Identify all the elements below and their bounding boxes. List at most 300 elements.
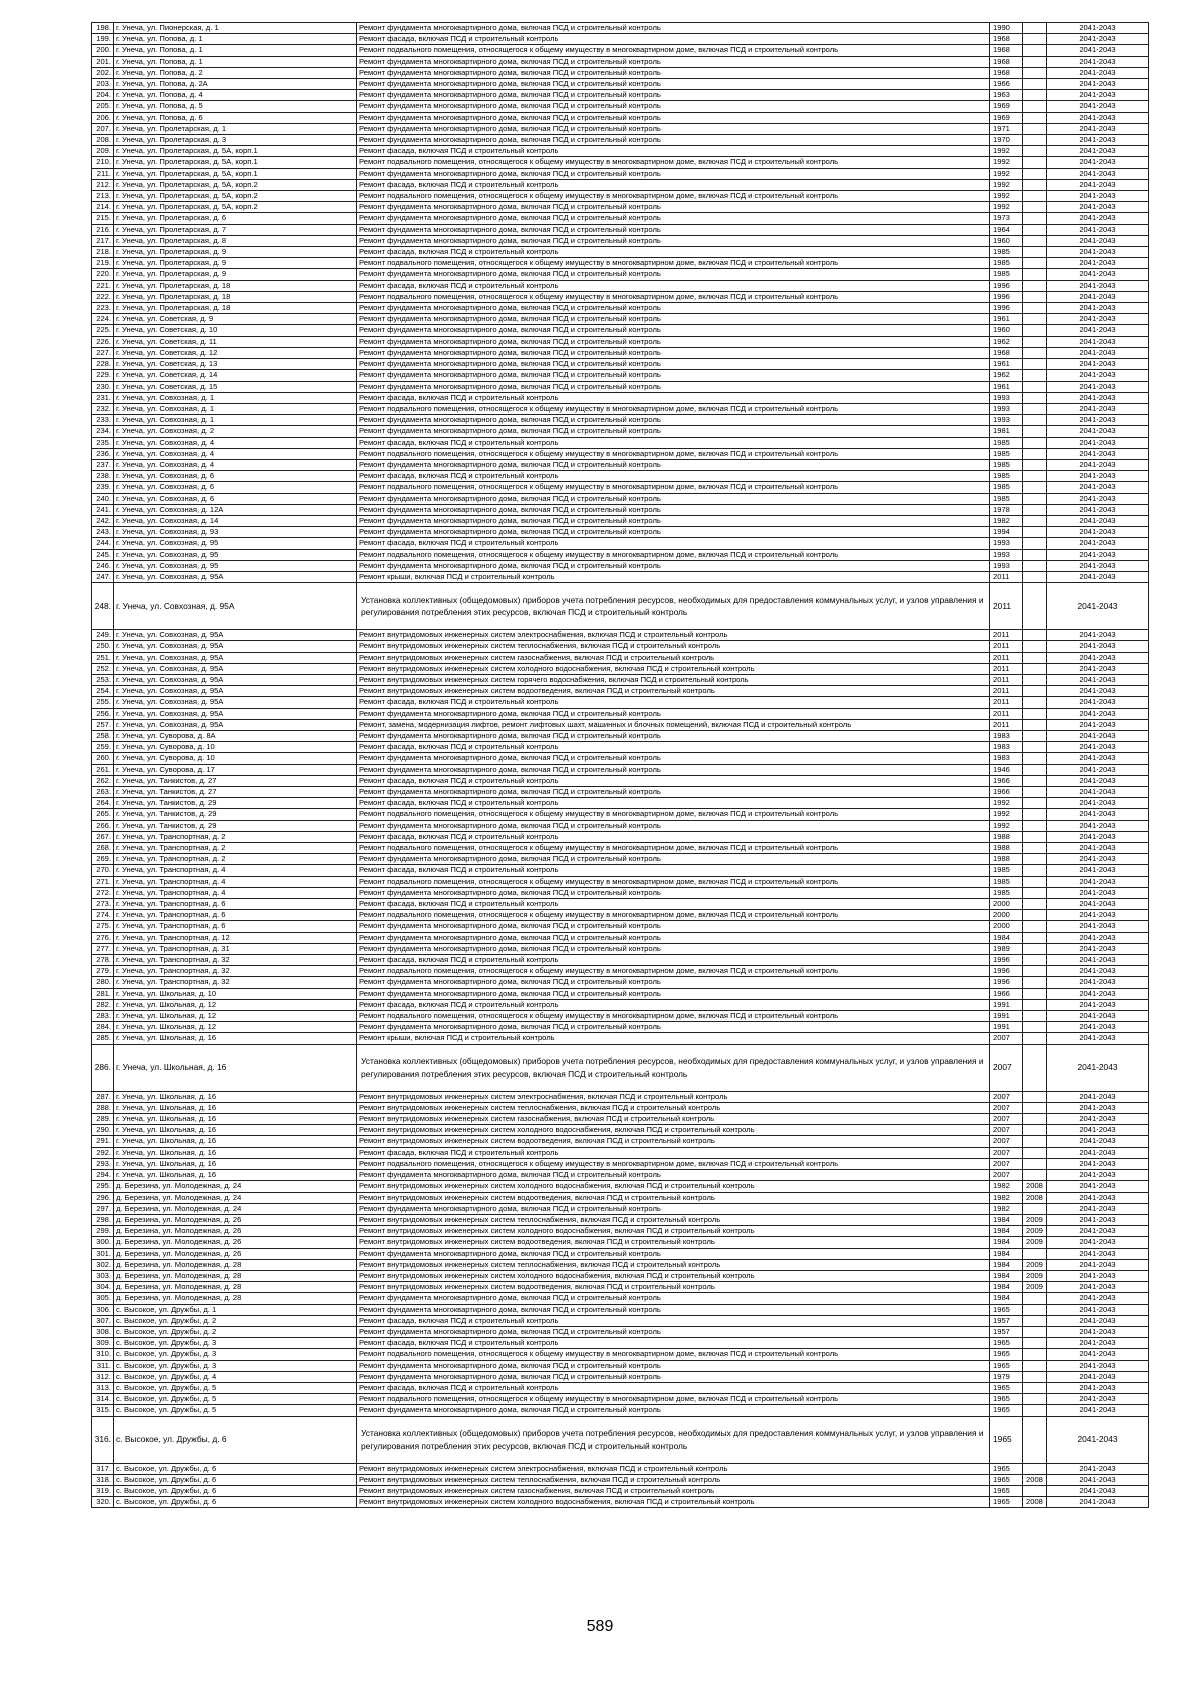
year-built-cell: 1996 bbox=[990, 977, 1023, 988]
year-built-cell: 1960 bbox=[990, 235, 1023, 246]
work-type-cell: Ремонт фундамента многоквартирного дома, включая ПСД и строительный контроль bbox=[357, 1170, 990, 1181]
year-built-cell: 1984 bbox=[990, 1270, 1023, 1281]
work-type-cell: Ремонт фундамента многоквартирного дома, включая ПСД и строительный контроль bbox=[357, 764, 990, 775]
last-repair-year-cell bbox=[1023, 742, 1047, 753]
year-built-cell: 1965 bbox=[990, 1474, 1023, 1485]
year-built-cell: 1985 bbox=[990, 459, 1023, 470]
row-number: 230. bbox=[92, 381, 114, 392]
last-repair-year-cell bbox=[1023, 1485, 1047, 1496]
work-type-cell: Ремонт фундамента многоквартирного дома, включая ПСД и строительный контроль bbox=[357, 269, 990, 280]
last-repair-year-cell bbox=[1023, 854, 1047, 865]
table-row bbox=[92, 314, 1149, 325]
year-built-cell: 1992 bbox=[990, 146, 1023, 157]
table-row bbox=[92, 887, 1149, 898]
year-built-cell: 1993 bbox=[990, 392, 1023, 403]
row-number: 246. bbox=[92, 560, 114, 571]
last-repair-year-cell bbox=[1023, 314, 1047, 325]
table-row bbox=[92, 370, 1149, 381]
row-number: 252. bbox=[92, 663, 114, 674]
year-built-cell: 1985 bbox=[990, 258, 1023, 269]
work-type-cell: Ремонт фасада, включая ПСД и строительный контроль bbox=[357, 1315, 990, 1326]
work-type-cell: Ремонт внутридомовых инженерных систем водоотведения, включая ПСД и строительный контроль bbox=[357, 1192, 990, 1203]
planned-period-cell: 2041-2043 bbox=[1047, 1091, 1149, 1102]
year-built-cell: 1991 bbox=[990, 999, 1023, 1010]
row-number: 237. bbox=[92, 459, 114, 470]
table-row bbox=[92, 459, 1149, 470]
address-cell: г. Унеча, ул. Совхозная, д. 93 bbox=[114, 527, 357, 538]
year-built-cell: 1965 bbox=[990, 1463, 1023, 1474]
last-repair-year-cell bbox=[1023, 932, 1047, 943]
planned-period-cell: 2041-2043 bbox=[1047, 719, 1149, 730]
planned-period-cell: 2041-2043 bbox=[1047, 798, 1149, 809]
last-repair-year-cell bbox=[1023, 966, 1047, 977]
table-row bbox=[92, 1349, 1149, 1360]
work-type-cell: Ремонт внутридомовых инженерных систем газоснабжения, включая ПСД и строительный контроль bbox=[357, 1485, 990, 1496]
planned-period-cell: 2041-2043 bbox=[1047, 381, 1149, 392]
planned-period-cell: 2041-2043 bbox=[1047, 1270, 1149, 1281]
table-row bbox=[92, 515, 1149, 526]
planned-period-cell: 2041-2043 bbox=[1047, 135, 1149, 146]
row-number: 275. bbox=[92, 921, 114, 932]
address-cell: г. Унеча, ул. Совхозная, д. 95 bbox=[114, 549, 357, 560]
table-row bbox=[92, 247, 1149, 258]
address-cell: г. Унеча, ул. Совхозная, д. 1 bbox=[114, 415, 357, 426]
address-cell: г. Унеча, ул. Совхозная, д. 1 bbox=[114, 403, 357, 414]
year-built-cell: 1985 bbox=[990, 448, 1023, 459]
planned-period-cell: 2041-2043 bbox=[1047, 663, 1149, 674]
address-cell: г. Унеча, ул. Попова, д. 5 bbox=[114, 101, 357, 112]
planned-period-cell: 2041-2043 bbox=[1047, 1349, 1149, 1360]
row-number: 288. bbox=[92, 1102, 114, 1113]
table-row bbox=[92, 1382, 1149, 1393]
table-row bbox=[92, 79, 1149, 90]
address-cell: г. Унеча, ул. Транспортная, д. 4 bbox=[114, 865, 357, 876]
year-built-cell: 1993 bbox=[990, 538, 1023, 549]
last-repair-year-cell bbox=[1023, 1360, 1047, 1371]
last-repair-year-cell bbox=[1023, 1125, 1047, 1136]
address-cell: г. Унеча, ул. Школьная, д. 16 bbox=[114, 1170, 357, 1181]
planned-period-cell: 2041-2043 bbox=[1047, 571, 1149, 582]
year-built-cell: 2000 bbox=[990, 910, 1023, 921]
table-row bbox=[92, 34, 1149, 45]
row-number: 304. bbox=[92, 1282, 114, 1293]
address-cell: г. Унеча, ул. Транспортная, д. 32 bbox=[114, 977, 357, 988]
work-type-cell: Ремонт внутридомовых инженерных систем теплоснабжения, включая ПСД и строительный контроль bbox=[357, 1259, 990, 1270]
address-cell: г. Унеча, ул. Совхозная, д. 6 bbox=[114, 471, 357, 482]
row-number: 212. bbox=[92, 179, 114, 190]
row-number: 210. bbox=[92, 157, 114, 168]
year-built-cell: 1964 bbox=[990, 224, 1023, 235]
work-type-cell: Ремонт подвального помещения, относящегося к общему имуществу в многоквартирном доме, включая ПСД и строительный контроль bbox=[357, 549, 990, 560]
year-built-cell: 1969 bbox=[990, 112, 1023, 123]
table-row bbox=[92, 1214, 1149, 1225]
table-row bbox=[92, 213, 1149, 224]
row-number: 244. bbox=[92, 538, 114, 549]
table-row bbox=[92, 742, 1149, 753]
row-number: 306. bbox=[92, 1304, 114, 1315]
address-cell: г. Унеча, ул. Школьная, д. 16 bbox=[114, 1102, 357, 1113]
table-row bbox=[92, 663, 1149, 674]
year-built-cell: 1992 bbox=[990, 168, 1023, 179]
address-cell: с. Высокое, ул. Дружбы, д. 3 bbox=[114, 1360, 357, 1371]
address-cell: г. Унеча, ул. Совхозная, д. 95А bbox=[114, 641, 357, 652]
address-cell: г. Унеча, ул. Транспортная, д. 32 bbox=[114, 966, 357, 977]
year-built-cell: 1982 bbox=[990, 1192, 1023, 1203]
planned-period-cell: 2041-2043 bbox=[1047, 1147, 1149, 1158]
row-number: 232. bbox=[92, 403, 114, 414]
table-row bbox=[92, 359, 1149, 370]
planned-period-cell: 2041-2043 bbox=[1047, 1136, 1149, 1147]
page-number: 589 bbox=[586, 1618, 614, 1635]
planned-period-cell: 2041-2043 bbox=[1047, 1158, 1149, 1169]
last-repair-year-cell bbox=[1023, 67, 1047, 78]
work-type-cell: Ремонт фундамента многоквартирного дома, включая ПСД и строительный контроль bbox=[357, 381, 990, 392]
table-row bbox=[92, 1293, 1149, 1304]
table-row bbox=[92, 415, 1149, 426]
last-repair-year-cell bbox=[1023, 887, 1047, 898]
year-built-cell: 1973 bbox=[990, 213, 1023, 224]
row-number: 213. bbox=[92, 191, 114, 202]
address-cell: г. Унеча, ул. Попова, д. 1 bbox=[114, 56, 357, 67]
row-number: 265. bbox=[92, 809, 114, 820]
work-type-cell: Ремонт внутридомовых инженерных систем горячего водоснабжения, включая ПСД и строительный контроль bbox=[357, 674, 990, 685]
table-row bbox=[92, 820, 1149, 831]
row-number: 315. bbox=[92, 1405, 114, 1416]
last-repair-year-cell: 2009 bbox=[1023, 1282, 1047, 1293]
address-cell: г. Унеча, ул. Пионерская, д. 1 bbox=[114, 23, 357, 34]
address-cell: г. Унеча, ул. Советская, д. 10 bbox=[114, 325, 357, 336]
work-type-cell: Ремонт фундамента многоквартирного дома, включая ПСД и строительный контроль bbox=[357, 213, 990, 224]
planned-period-cell: 2041-2043 bbox=[1047, 359, 1149, 370]
address-cell: г. Унеча, ул. Совхозная, д. 14 bbox=[114, 515, 357, 526]
planned-period-cell: 2041-2043 bbox=[1047, 999, 1149, 1010]
last-repair-year-cell bbox=[1023, 303, 1047, 314]
address-cell: г. Унеча, ул. Совхозная, д. 95А bbox=[114, 708, 357, 719]
table-row bbox=[92, 112, 1149, 123]
planned-period-cell: 2041-2043 bbox=[1047, 686, 1149, 697]
year-built-cell: 1984 bbox=[990, 1259, 1023, 1270]
row-number: 279. bbox=[92, 966, 114, 977]
address-cell: г. Унеча, ул. Транспортная, д. 2 bbox=[114, 854, 357, 865]
year-built-cell: 1981 bbox=[990, 426, 1023, 437]
year-built-cell: 1963 bbox=[990, 90, 1023, 101]
year-built-cell: 1992 bbox=[990, 798, 1023, 809]
work-type-cell: Ремонт подвального помещения, относящегося к общему имуществу в многоквартирном доме, включая ПСД и строительный контроль bbox=[357, 45, 990, 56]
table-row bbox=[92, 1394, 1149, 1405]
year-built-cell: 1985 bbox=[990, 247, 1023, 258]
planned-period-cell: 2041-2043 bbox=[1047, 1338, 1149, 1349]
row-number: 202. bbox=[92, 67, 114, 78]
work-type-cell: Ремонт фундамента многоквартирного дома, включая ПСД и строительный контроль bbox=[357, 943, 990, 954]
address-cell: с. Высокое, ул. Дружбы, д. 6 bbox=[114, 1474, 357, 1485]
year-built-cell: 2007 bbox=[990, 1033, 1023, 1044]
planned-period-cell: 2041-2043 bbox=[1047, 168, 1149, 179]
table-row bbox=[92, 1463, 1149, 1474]
planned-period-cell: 2041-2043 bbox=[1047, 652, 1149, 663]
row-number: 292. bbox=[92, 1147, 114, 1158]
address-cell: г. Унеча, ул. Танкистов, д. 29 bbox=[114, 798, 357, 809]
last-repair-year-cell: 2008 bbox=[1023, 1192, 1047, 1203]
year-built-cell: 1991 bbox=[990, 1022, 1023, 1033]
year-built-cell: 2007 bbox=[990, 1091, 1023, 1102]
table-row bbox=[92, 1158, 1149, 1169]
work-type-cell: Ремонт фасада, включая ПСД и строительный контроль bbox=[357, 831, 990, 842]
year-built-cell: 1962 bbox=[990, 370, 1023, 381]
row-number: 255. bbox=[92, 697, 114, 708]
planned-period-cell: 2041-2043 bbox=[1047, 392, 1149, 403]
row-number: 308. bbox=[92, 1326, 114, 1337]
year-built-cell: 1961 bbox=[990, 359, 1023, 370]
year-built-cell: 1993 bbox=[990, 403, 1023, 414]
table-row bbox=[92, 258, 1149, 269]
address-cell: г. Унеча, ул. Танкистов, д. 29 bbox=[114, 820, 357, 831]
row-number: 302. bbox=[92, 1259, 114, 1270]
planned-period-cell: 2041-2043 bbox=[1047, 1114, 1149, 1125]
last-repair-year-cell bbox=[1023, 1102, 1047, 1113]
year-built-cell: 1988 bbox=[990, 854, 1023, 865]
planned-period-cell: 2041-2043 bbox=[1047, 1497, 1149, 1508]
year-built-cell: 1988 bbox=[990, 831, 1023, 842]
work-type-cell: Ремонт фундамента многоквартирного дома, включая ПСД и строительный контроль bbox=[357, 303, 990, 314]
year-built-cell: 1996 bbox=[990, 291, 1023, 302]
planned-period-cell: 2041-2043 bbox=[1047, 708, 1149, 719]
planned-period-cell: 2041-2043 bbox=[1047, 865, 1149, 876]
work-type-cell: Ремонт фундамента многоквартирного дома, включая ПСД и строительный контроль bbox=[357, 168, 990, 179]
table-row bbox=[92, 1497, 1149, 1508]
last-repair-year-cell bbox=[1023, 571, 1047, 582]
row-number: 267. bbox=[92, 831, 114, 842]
year-built-cell: 1985 bbox=[990, 471, 1023, 482]
address-cell: с. Высокое, ул. Дружбы, д. 2 bbox=[114, 1315, 357, 1326]
address-cell: г. Унеча, ул. Школьная, д. 16 bbox=[114, 1158, 357, 1169]
planned-period-cell: 2041-2043 bbox=[1047, 1485, 1149, 1496]
year-built-cell: 1965 bbox=[990, 1360, 1023, 1371]
work-type-cell: Ремонт фундамента многоквартирного дома, включая ПСД и строительный контроль bbox=[357, 426, 990, 437]
last-repair-year-cell bbox=[1023, 370, 1047, 381]
work-type-cell: Ремонт фундамента многоквартирного дома, включая ПСД и строительный контроль bbox=[357, 854, 990, 865]
planned-period-cell: 2041-2043 bbox=[1047, 854, 1149, 865]
planned-period-cell: 2041-2043 bbox=[1047, 303, 1149, 314]
planned-period-cell: 2041-2043 bbox=[1047, 123, 1149, 134]
row-number: 319. bbox=[92, 1485, 114, 1496]
row-number: 262. bbox=[92, 775, 114, 786]
address-cell: г. Унеча, ул. Транспортная, д. 31 bbox=[114, 943, 357, 954]
last-repair-year-cell bbox=[1023, 23, 1047, 34]
year-built-cell: 2007 bbox=[990, 1136, 1023, 1147]
last-repair-year-cell bbox=[1023, 843, 1047, 854]
address-cell: г. Унеча, ул. Совхозная, д. 95А bbox=[114, 697, 357, 708]
year-built-cell: 1966 bbox=[990, 988, 1023, 999]
row-number: 289. bbox=[92, 1114, 114, 1125]
table-row bbox=[92, 1102, 1149, 1113]
table-row bbox=[92, 955, 1149, 966]
year-built-cell: 2007 bbox=[990, 1044, 1023, 1091]
planned-period-cell: 2041-2043 bbox=[1047, 1326, 1149, 1337]
work-type-cell: Ремонт фундамента многоквартирного дома, включая ПСД и строительный контроль bbox=[357, 67, 990, 78]
address-cell: г. Унеча, ул. Совхозная, д. 95А bbox=[114, 652, 357, 663]
work-type-cell: Ремонт подвального помещения, относящегося к общему имуществу в многоквартирном доме, включая ПСД и строительный контроль bbox=[357, 910, 990, 921]
year-built-cell: 1990 bbox=[990, 23, 1023, 34]
last-repair-year-cell: 2009 bbox=[1023, 1226, 1047, 1237]
table-row bbox=[92, 865, 1149, 876]
work-type-cell: Ремонт фасада, включая ПСД и строительный контроль bbox=[357, 392, 990, 403]
address-cell: г. Унеча, ул. Школьная, д. 16 bbox=[114, 1033, 357, 1044]
address-cell: с. Высокое, ул. Дружбы, д. 6 bbox=[114, 1416, 357, 1463]
work-type-cell: Установка коллективных (общедомовых) приборов учета потребления ресурсов, необходимых для предоставления коммунальных услуг, и узлов управления и регулирования потребления этих ресурсов, включая ПСД и строительный контроль bbox=[357, 1044, 990, 1091]
last-repair-year-cell bbox=[1023, 1371, 1047, 1382]
address-cell: г. Унеча, ул. Транспортная, д. 2 bbox=[114, 843, 357, 854]
last-repair-year-cell bbox=[1023, 1315, 1047, 1326]
last-repair-year-cell bbox=[1023, 191, 1047, 202]
last-repair-year-cell bbox=[1023, 1394, 1047, 1405]
row-number: 266. bbox=[92, 820, 114, 831]
work-type-cell: Ремонт подвального помещения, относящегося к общему имуществу в многоквартирном доме, включая ПСД и строительный контроль bbox=[357, 1158, 990, 1169]
work-type-cell: Ремонт фундамента многоквартирного дома, включая ПСД и строительный контроль bbox=[357, 202, 990, 213]
address-cell: г. Унеча, ул. Пролетарская, д. 5А, корп.2 bbox=[114, 191, 357, 202]
planned-period-cell: 2041-2043 bbox=[1047, 269, 1149, 280]
planned-period-cell: 2041-2043 bbox=[1047, 112, 1149, 123]
row-number: 211. bbox=[92, 168, 114, 179]
address-cell: г. Унеча, ул. Попова, д. 1 bbox=[114, 45, 357, 56]
last-repair-year-cell bbox=[1023, 674, 1047, 685]
address-cell: г. Унеча, ул. Советская, д. 9 bbox=[114, 314, 357, 325]
table-row bbox=[92, 1170, 1149, 1181]
row-number: 316. bbox=[92, 1416, 114, 1463]
year-built-cell: 1957 bbox=[990, 1315, 1023, 1326]
work-type-cell: Ремонт фасада, включая ПСД и строительный контроль bbox=[357, 742, 990, 753]
work-type-cell: Ремонт подвального помещения, относящегося к общему имуществу в многоквартирном доме, включая ПСД и строительный контроль bbox=[357, 1349, 990, 1360]
table-row bbox=[92, 482, 1149, 493]
table-row bbox=[92, 966, 1149, 977]
year-built-cell: 2007 bbox=[990, 1114, 1023, 1125]
address-cell: д. Березина, ул. Молодежная, д. 24 bbox=[114, 1203, 357, 1214]
year-built-cell: 2007 bbox=[990, 1125, 1023, 1136]
work-type-cell: Ремонт фундамента многоквартирного дома, включая ПСД и строительный контроль bbox=[357, 235, 990, 246]
address-cell: г. Унеча, ул. Пролетарская, д. 9 bbox=[114, 269, 357, 280]
last-repair-year-cell bbox=[1023, 336, 1047, 347]
work-type-cell: Ремонт подвального помещения, относящегося к общему имуществу в многоквартирном доме, включая ПСД и строительный контроль bbox=[357, 876, 990, 887]
row-number: 314. bbox=[92, 1394, 114, 1405]
table-row bbox=[92, 1181, 1149, 1192]
row-number: 290. bbox=[92, 1125, 114, 1136]
planned-period-cell: 2041-2043 bbox=[1047, 887, 1149, 898]
year-built-cell: 1984 bbox=[990, 932, 1023, 943]
year-built-cell: 1970 bbox=[990, 135, 1023, 146]
last-repair-year-cell bbox=[1023, 1091, 1047, 1102]
address-cell: г. Унеча, ул. Школьная, д. 16 bbox=[114, 1114, 357, 1125]
work-type-cell: Ремонт фасада, включая ПСД и строительный контроль bbox=[357, 1338, 990, 1349]
table-row bbox=[92, 641, 1149, 652]
work-type-cell: Ремонт фасада, включая ПСД и строительный контроль bbox=[357, 955, 990, 966]
work-type-cell: Ремонт, замена, модернизация лифтов, ремонт лифтовых шахт, машинных и блочных помещений, включая ПСД и строительный контроль bbox=[357, 719, 990, 730]
table-row bbox=[92, 504, 1149, 515]
year-built-cell: 1965 bbox=[990, 1338, 1023, 1349]
row-number: 283. bbox=[92, 1011, 114, 1022]
year-built-cell: 2011 bbox=[990, 630, 1023, 641]
work-type-cell: Ремонт фундамента многоквартирного дома, включая ПСД и строительный контроль bbox=[357, 1248, 990, 1259]
planned-period-cell: 2041-2043 bbox=[1047, 1125, 1149, 1136]
row-number: 235. bbox=[92, 437, 114, 448]
table-row bbox=[92, 686, 1149, 697]
work-type-cell: Ремонт подвального помещения, относящегося к общему имуществу в многоквартирном доме, включая ПСД и строительный контроль bbox=[357, 291, 990, 302]
table-row bbox=[92, 1114, 1149, 1125]
row-number: 239. bbox=[92, 482, 114, 493]
row-number: 277. bbox=[92, 943, 114, 954]
work-type-cell: Ремонт внутридомовых инженерных систем электроснабжения, включая ПСД и строительный контроль bbox=[357, 1463, 990, 1474]
last-repair-year-cell bbox=[1023, 1416, 1047, 1463]
address-cell: г. Унеча, ул. Совхозная, д. 95А bbox=[114, 719, 357, 730]
row-number: 248. bbox=[92, 583, 114, 630]
address-cell: д. Березина, ул. Молодежная, д. 24 bbox=[114, 1181, 357, 1192]
table-body bbox=[92, 23, 1149, 1508]
planned-period-cell: 2041-2043 bbox=[1047, 674, 1149, 685]
row-number: 209. bbox=[92, 146, 114, 157]
last-repair-year-cell bbox=[1023, 90, 1047, 101]
planned-period-cell: 2041-2043 bbox=[1047, 932, 1149, 943]
work-type-cell: Ремонт фундамента многоквартирного дома, включая ПСД и строительный контроль bbox=[357, 921, 990, 932]
row-number: 297. bbox=[92, 1203, 114, 1214]
planned-period-cell: 2041-2043 bbox=[1047, 1360, 1149, 1371]
address-cell: г. Унеча, ул. Суворова, д. 10 bbox=[114, 753, 357, 764]
table-row bbox=[92, 1033, 1149, 1044]
planned-period-cell: 2041-2043 bbox=[1047, 921, 1149, 932]
year-built-cell: 2011 bbox=[990, 583, 1023, 630]
last-repair-year-cell bbox=[1023, 775, 1047, 786]
work-type-cell: Ремонт фундамента многоквартирного дома, включая ПСД и строительный контроль bbox=[357, 932, 990, 943]
planned-period-cell: 2041-2043 bbox=[1047, 1405, 1149, 1416]
address-cell: г. Унеча, ул. Пролетарская, д. 9 bbox=[114, 258, 357, 269]
last-repair-year-cell bbox=[1023, 820, 1047, 831]
address-cell: г. Унеча, ул. Транспортная, д. 32 bbox=[114, 955, 357, 966]
table-row bbox=[92, 571, 1149, 582]
planned-period-cell: 2041-2043 bbox=[1047, 1248, 1149, 1259]
last-repair-year-cell bbox=[1023, 686, 1047, 697]
work-type-cell: Ремонт фундамента многоквартирного дома, включая ПСД и строительный контроль bbox=[357, 90, 990, 101]
last-repair-year-cell bbox=[1023, 641, 1047, 652]
row-number: 271. bbox=[92, 876, 114, 887]
address-cell: г. Унеча, ул. Совхозная, д. 4 bbox=[114, 448, 357, 459]
last-repair-year-cell: 2008 bbox=[1023, 1497, 1047, 1508]
table-row bbox=[92, 123, 1149, 134]
table-row bbox=[92, 336, 1149, 347]
year-built-cell: 1946 bbox=[990, 764, 1023, 775]
address-cell: г. Унеча, ул. Совхозная, д. 95А bbox=[114, 571, 357, 582]
work-type-cell: Ремонт подвального помещения, относящегося к общему имуществу в многоквартирном доме, включая ПСД и строительный контроль bbox=[357, 482, 990, 493]
address-cell: д. Березина, ул. Молодежная, д. 24 bbox=[114, 1192, 357, 1203]
address-cell: г. Унеча, ул. Советская, д. 12 bbox=[114, 347, 357, 358]
table-row bbox=[92, 168, 1149, 179]
last-repair-year-cell bbox=[1023, 527, 1047, 538]
work-type-cell: Ремонт подвального помещения, относящегося к общему имуществу в многоквартирном доме, включая ПСД и строительный контроль bbox=[357, 966, 990, 977]
planned-period-cell: 2041-2043 bbox=[1047, 448, 1149, 459]
year-built-cell: 1984 bbox=[990, 1226, 1023, 1237]
row-number: 200. bbox=[92, 45, 114, 56]
year-built-cell: 2011 bbox=[990, 686, 1023, 697]
address-cell: г. Унеча, ул. Пролетарская, д. 5А, корп.2 bbox=[114, 179, 357, 190]
year-built-cell: 1984 bbox=[990, 1282, 1023, 1293]
work-type-cell: Ремонт фасада, включая ПСД и строительный контроль bbox=[357, 999, 990, 1010]
table-row bbox=[92, 1226, 1149, 1237]
work-type-cell: Установка коллективных (общедомовых) приборов учета потребления ресурсов, необходимых для предоставления коммунальных услуг, и узлов управления и регулирования потребления этих ресурсов, включая ПСД и строительный контроль bbox=[357, 1416, 990, 1463]
work-type-cell: Ремонт фундамента многоквартирного дома, включая ПСД и строительный контроль bbox=[357, 1304, 990, 1315]
row-number: 205. bbox=[92, 101, 114, 112]
last-repair-year-cell bbox=[1023, 213, 1047, 224]
table-row bbox=[92, 157, 1149, 168]
year-built-cell: 1968 bbox=[990, 45, 1023, 56]
row-number: 201. bbox=[92, 56, 114, 67]
work-type-cell: Ремонт внутридомовых инженерных систем холодного водоснабжения, включая ПСД и строительный контроль bbox=[357, 1226, 990, 1237]
planned-period-cell: 2041-2043 bbox=[1047, 280, 1149, 291]
